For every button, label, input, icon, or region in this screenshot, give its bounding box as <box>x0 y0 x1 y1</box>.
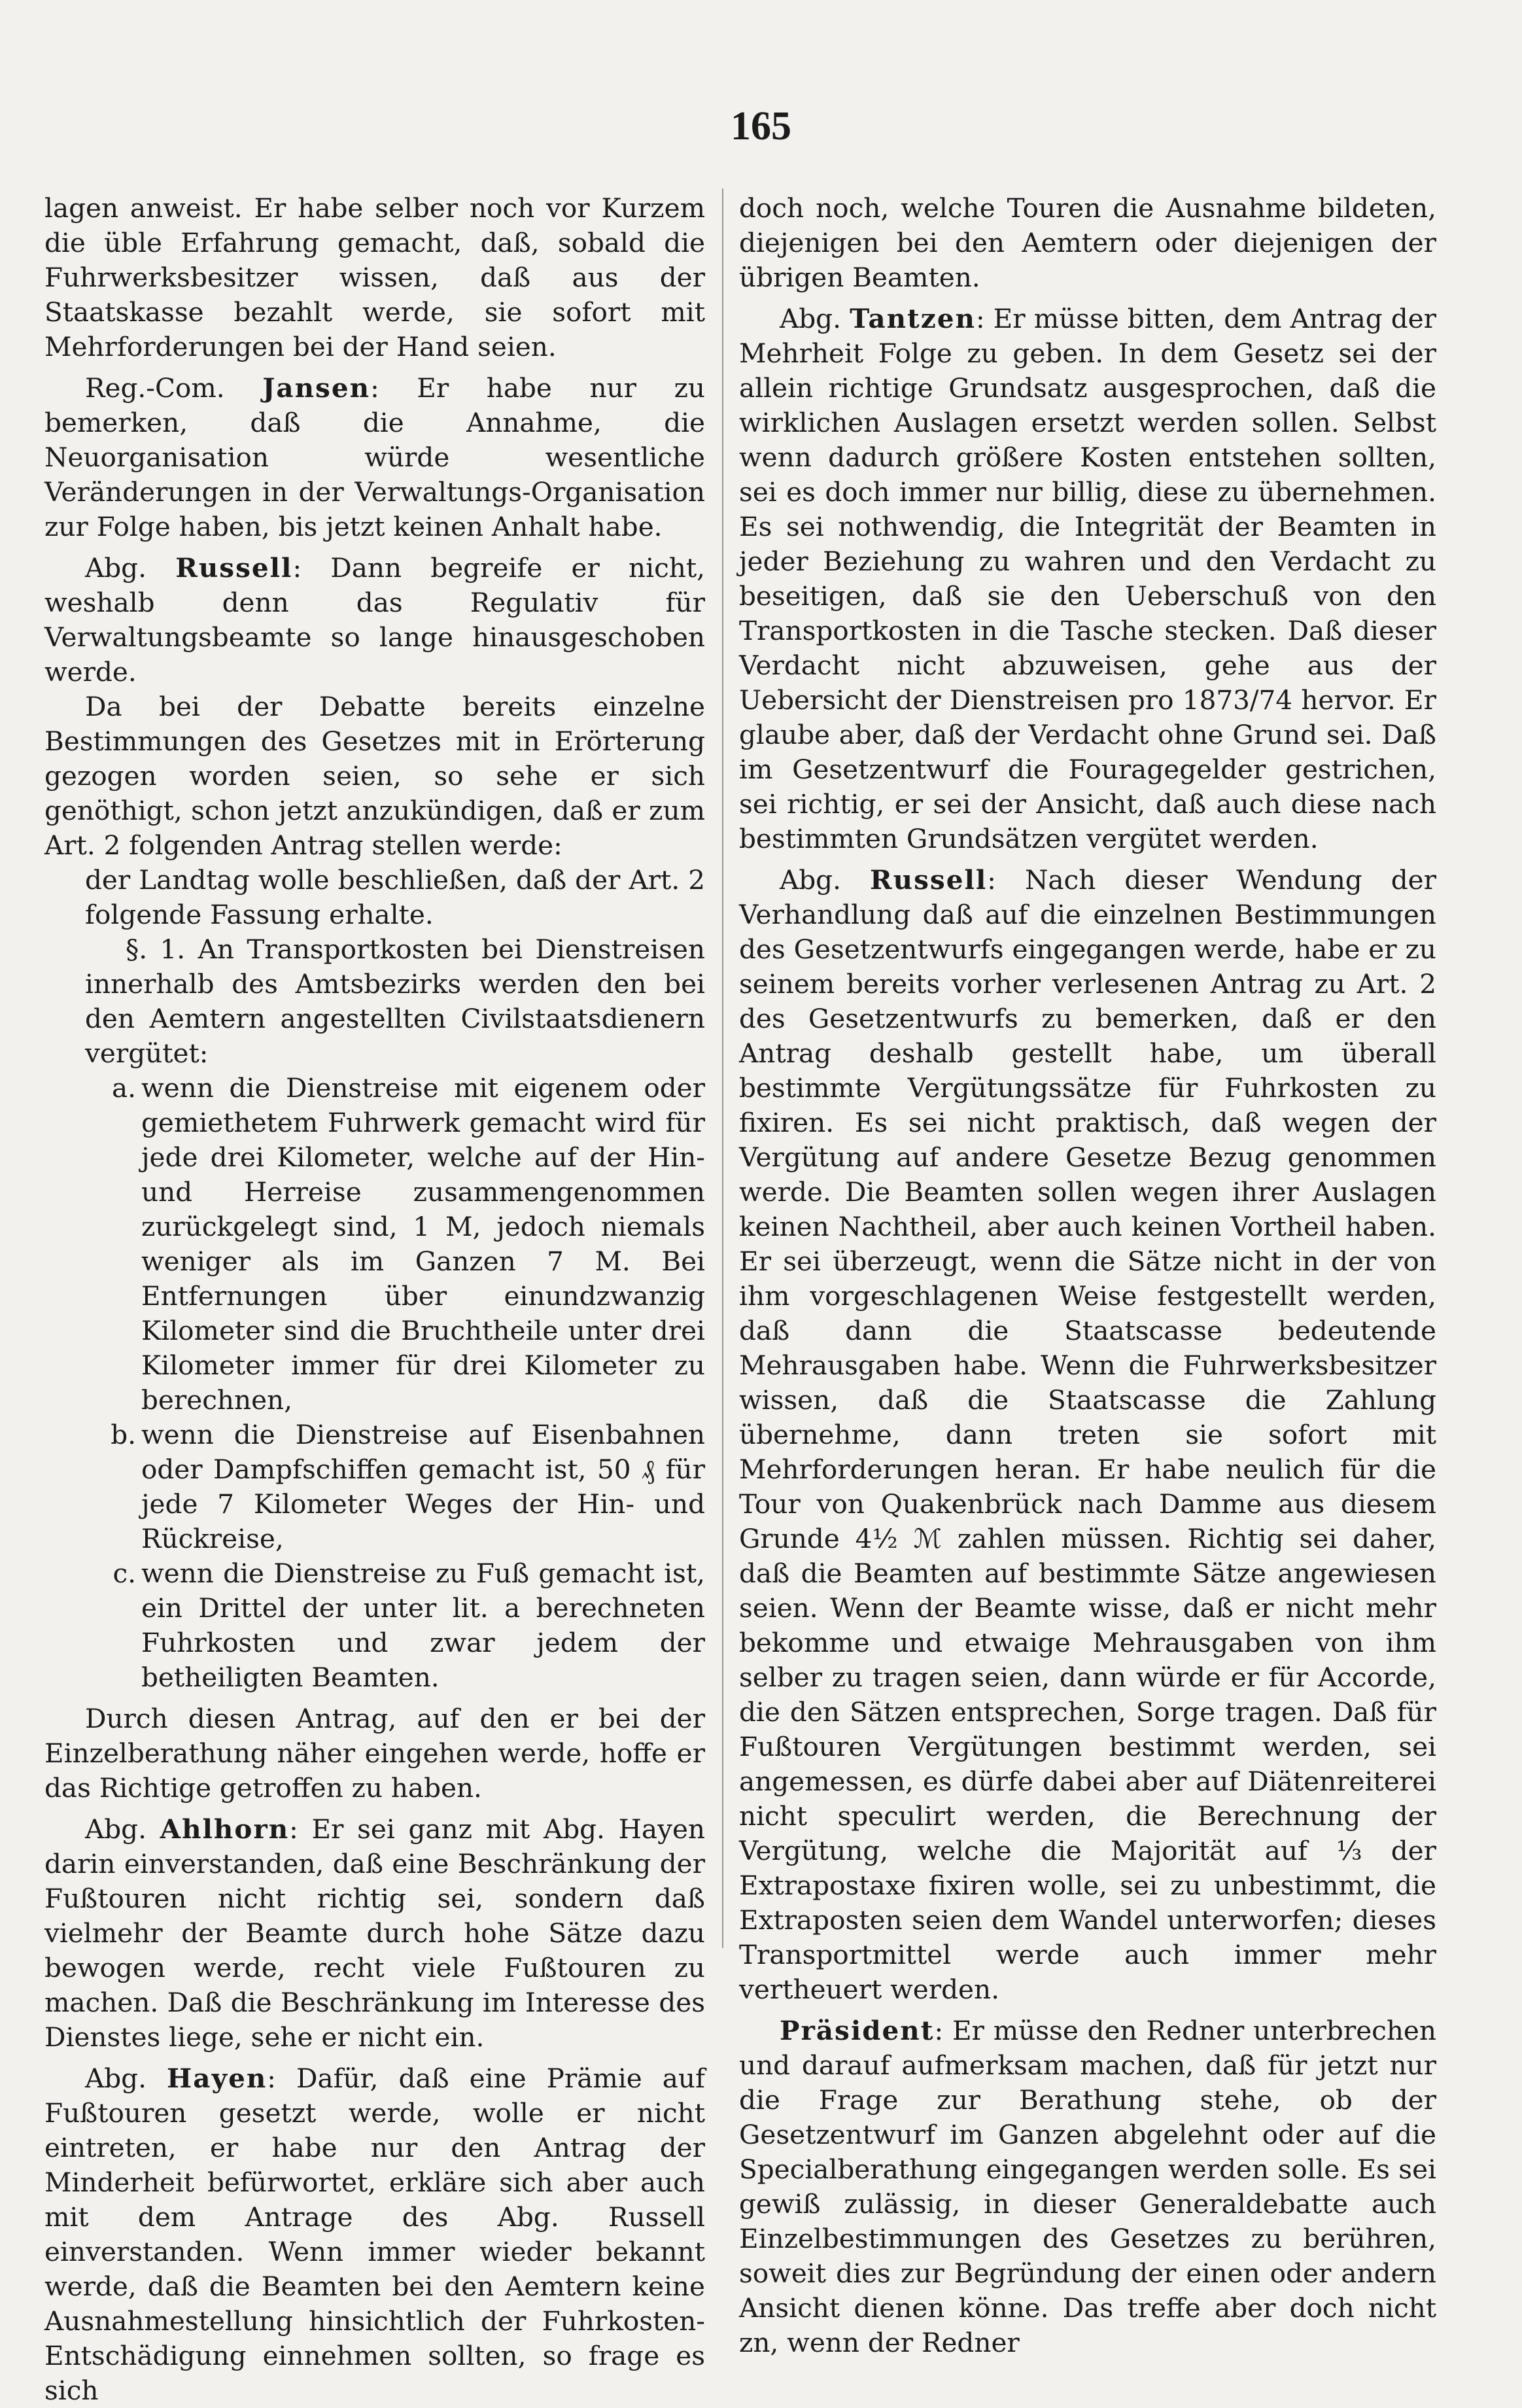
paragraph: lagen anweist. Er habe selber noch vor Kurzem die üble Erfahrung gemacht, daß, sobald die Fuhrwerksbesitzer wissen, daß aus der Staatskasse bezahlt werde, sie sofort mit Mehrforderungen bei der Hand seien. <box>44 192 705 362</box>
motion-item <box>85 1418 705 1556</box>
right-column <box>739 191 1436 2360</box>
speech-jansen <box>44 371 705 544</box>
left-column <box>44 191 705 2408</box>
speech-russell <box>739 863 1436 2007</box>
paragraph: Durch diesen Antrag, auf den er bei der Einzelberathung näher eingehen werde, hoffe er das Richtige getroffen zu haben. <box>44 1703 705 1804</box>
speaker-prefix: Abg. <box>85 1813 147 1845</box>
speech-text: : Dafür, daß eine Prämie auf Fußtouren gesetzt werde, wolle er nicht eintreten, er habe nur den Antrag der Minderheit befürwortet, erkläre sich aber auch mit dem Antrage des Abg. Russell einverstanden. Wenn immer wieder bekannt werde, daß die Beamten bei den Aemtern keine Ausnahmestellung hinsichtlich der Fuhrkosten-Entschädigung einnehmen sollten, so frage es sich <box>44 2063 706 2406</box>
speaker-prefix: Abg. <box>85 552 147 584</box>
speech-text: : Er sei ganz mit Abg. Hayen darin einverstanden, daß eine Beschränkung der Fußtouren nicht richtig sei, sondern daß vielmehr der Beamte durch hohe Sätze dazu bewogen werde, recht viele Fußtouren zu machen. Daß die Beschränkung im Interesse des Dienstes liege, sehe er nicht ein. <box>44 1813 706 2053</box>
speaker-prefix: Abg. <box>85 2063 147 2094</box>
speech-text: : Er habe nur zu bemerken, daß die Annahme, die Neuorganisation würde wesentliche Veränderungen in der Verwaltungs-Organisation zur Folge haben, bis jetzt keinen Anhalt habe. <box>44 372 705 542</box>
speaker-name: Russell <box>870 864 988 896</box>
speech-russell <box>44 551 705 689</box>
speech-hayen <box>44 2061 705 2408</box>
item-label: a. <box>111 1072 136 1104</box>
speaker-name: Jansen <box>262 372 371 404</box>
speech-text: : Er müsse bitten, dem Antrag der Mehrheit Folge zu geben. In dem Gesetz sei der allein richtige Grundsatz ausgesprochen, daß die wirklichen Auslagen ersetzt werden sollen. Selbst wenn dadurch größere Kosten entstehen sollten, sei es doch immer nur billig, diese zu übernehmen. Es sei nothwendig, die Integrität der Beamten in jeder Beziehung zu wahren und den Verdacht zu beseitigen, daß sie den Ueberschuß von den Transportkosten in die Tasche stecken. Daß dieser Verdacht nicht abzuweisen, gehe aus der Uebersicht der Dienstreisen pro 1873/74 hervor. Er glaube aber, daß der Verdacht ohne Grund sei. Daß im Gesetzentwurf die Fouragegelder gestrichen, sei richtig, er sei der Ansicht, daß auch diese nach bestimmten Grundsätzen vergütet werden. <box>739 303 1437 854</box>
motion-item <box>85 1071 705 1418</box>
speaker-prefix: Abg. <box>780 864 841 896</box>
speaker-prefix: Reg.-Com. <box>85 372 225 404</box>
speech-ahlhorn <box>44 1812 705 2055</box>
speech-text: : Nach dieser Wendung der Verhandlung daß auf die einzelnen Bestimmungen des Gesetzentwurfs eingegangen werde, habe er zu seinem bereits vorher verlesenen Antrag zu Art. 2 des Gesetzentwurfs zu bemerken, daß er den Antrag deshalb gestellt habe, um überall bestimmte Vergütungssätze für Fuhrkosten zu fixiren. Es sei nicht praktisch, daß wegen der Vergütung auf andere Gesetze Bezug genommen werde. Die Beamten sollen wegen ihrer Auslagen keinen Nachtheil, aber auch keinen Vortheil haben. Er sei überzeugt, wenn die Sätze nicht in der von ihm vorgeschlagenen Weise festgestellt werden, daß dann die Staatscasse bedeutende Mehrausgaben habe. Wenn die Fuhrwerksbesitzer wissen, daß die Staatscasse die Zahlung übernehme, dann treten sie sofort mit Mehrforderungen heran. Er habe neulich für die Tour von Quakenbrück nach Damme aus diesem Grunde 4½ ℳ zahlen müssen. Richtig sei daher, daß die Beamten auf bestimmte Sätze angewiesen seien. Wenn der Beamte wisse, daß er nicht mehr bekomme und etwaige Mehrausgaben von ihm selber zu tragen seien, dann würde er für Accorde, die den Sätzen entsprechen, Sorge tragen. Daß für Fußtouren Vergütungen bestimmt werden, sei angemessen, es dürfe dabei aber auf Diätenreiterei nicht speculirt werden, die Berechnung der Vergütung, welche die Majorität auf ⅓ der Extrapostaxe fixiren wolle, sei zu unbestimmt, die Extraposten seien dem Wandel unterworfen; dieses Transportmittel werde auch immer mehr vertheuert werden. <box>739 864 1436 2005</box>
paragraph: Da bei der Debatte bereits einzelne Bestimmungen des Gesetzes mit in Erörterung gezogen worden seien, so sehe er sich genöthigt, schon jetzt anzukündigen, daß er zum Art. 2 folgenden Antrag stellen werde: <box>44 691 705 861</box>
speech-tantzen <box>739 302 1436 856</box>
speaker-name: Ahlhorn <box>160 1813 290 1845</box>
motion-intro: der Landtag wolle beschließen, daß der Art. 2 folgende Fassung erhalte. <box>85 864 705 930</box>
item-text: wenn die Dienstreise mit eigenem oder gemiethetem Fuhrwerk gemacht wird für jede drei Kilometer, welche auf der Hin- und Herreise zusammengenommen zurückgelegt sind, 1 M, jedoch niemals weniger als im Ganzen 7 M. Bei Entfernungen über einundzwanzig Kilometer sind die Bruchtheile unter drei Kilometer immer für drei Kilometer zu berechnen, <box>141 1072 705 1416</box>
speaker-name: Präsident <box>780 2015 935 2046</box>
speech-text: : Er müsse den Redner unterbrechen und darauf aufmerksam machen, daß für jetzt nur die Frage zur Berathung stehe, ob der Gesetzentwurf im Ganzen abgelehnt oder auf die Specialberathung eingegangen werden solle. Es sei gewiß zulässig, in dieser Generaldebatte auch Einzelbestimmungen des Gesetzes zu berühren, soweit dies zur Begründung der einen oder andern Ansicht dienen könne. Das treffe aber doch nicht zn, wenn der Redner <box>739 2015 1436 2358</box>
speech-text: : Dann begreife er nicht, weshalb denn das Regulativ für Verwaltungsbeamte so lange hinausgeschoben werde. <box>44 552 705 688</box>
speaker-prefix: Abg. <box>780 303 841 334</box>
motion-paragraph: §. 1. An Transportkosten bei Dienstreisen innerhalb des Amtsbezirks werden den bei den Aemtern angestellten Civilstaatsdienern vergütet: <box>85 934 705 1069</box>
speaker-name: Hayen <box>167 2063 268 2094</box>
item-label: b. <box>111 1419 136 1450</box>
speaker-name: Tantzen <box>850 303 976 334</box>
item-text: wenn die Dienstreise auf Eisenbahnen oder Dampfschiffen gemacht ist, 50 ₰ für jede 7 Kilometer Weges der Hin- und Rückreise, <box>141 1419 705 1554</box>
motion-item <box>85 1556 705 1695</box>
item-text: wenn die Dienstreise zu Fuß gemacht ist, ein Drittel der unter lit. a berechneten Fuhrkosten und zwar jedem der betheiligten Beamten. <box>141 1558 705 1693</box>
paragraph: doch noch, welche Touren die Ausnahme bildeten, diejenigen bei den Aemtern oder diejenigen der übrigen Beamten. <box>739 192 1436 293</box>
item-label: c. <box>112 1558 136 1589</box>
column-divider <box>722 188 723 1948</box>
page-number: 165 <box>731 104 791 148</box>
speech-praesident <box>739 2014 1436 2360</box>
speaker-name: Russell <box>175 552 293 584</box>
